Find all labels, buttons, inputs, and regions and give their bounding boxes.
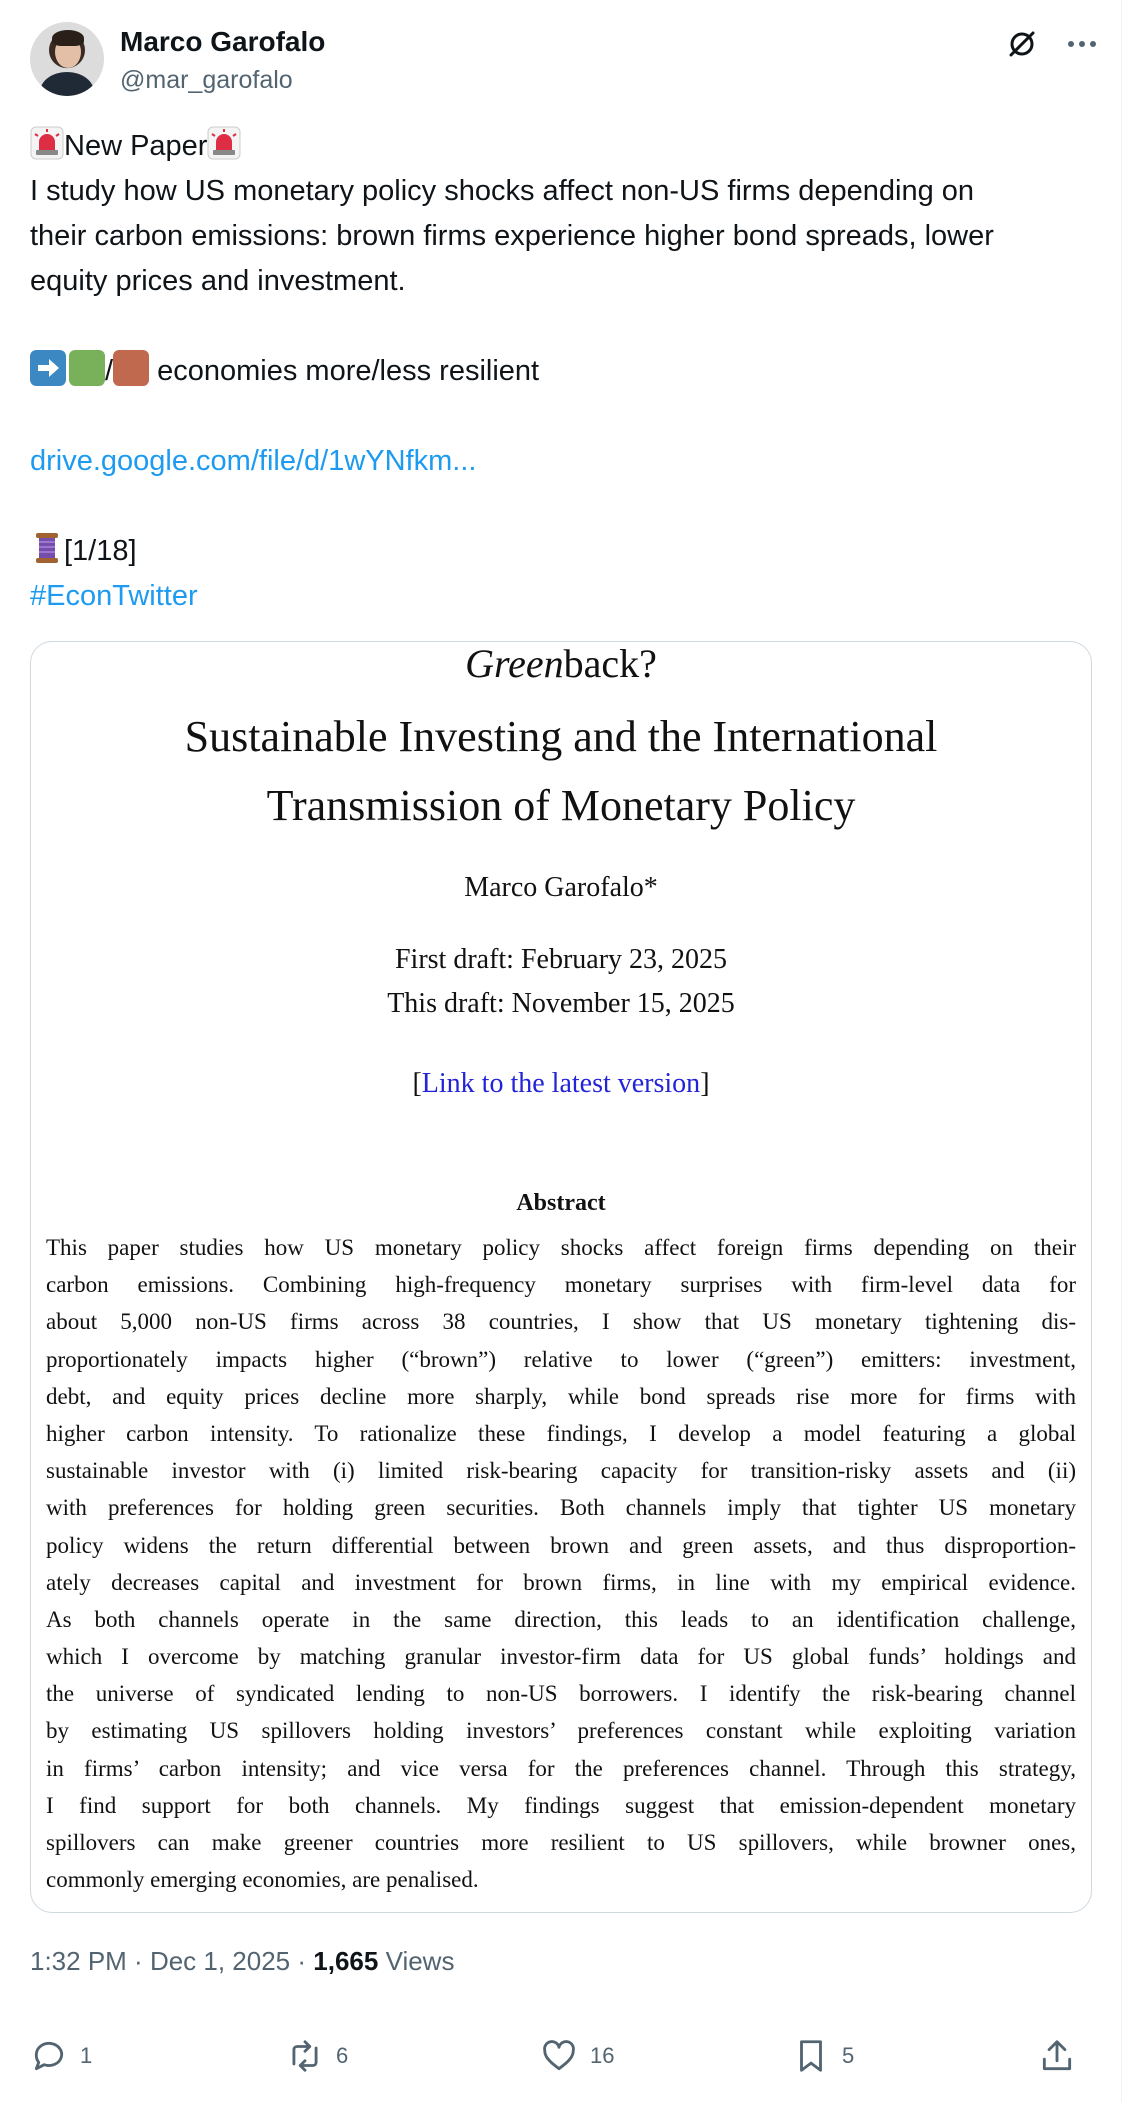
views-count: 1,665 xyxy=(313,1946,379,1976)
abstract-line: sustainable investor with (i) limited risk-bearing capacity for transition-risky assets and (ii) xyxy=(46,1458,1076,1484)
abstract-line: carbon emissions. Combining high-frequency monetary surprises with firm-level data for xyxy=(46,1272,1076,1298)
abstract-line: with preferences for holding green securities. Both channels imply that tighter US monetary xyxy=(46,1495,1076,1521)
abstract-line: spillovers can make greener countries more resilient to US spillovers, while browner ones, xyxy=(46,1830,1076,1855)
reply-count: 1 xyxy=(80,2043,93,2068)
display-name[interactable]: Marco Garofalo xyxy=(120,26,326,57)
siren-icon xyxy=(207,126,241,160)
thread-spool-icon xyxy=(30,531,64,565)
avatar[interactable] xyxy=(30,22,104,96)
like-button[interactable] xyxy=(540,2028,614,2084)
abstract-line: about 5,000 non-US firms across 38 countries, I show that US monetary tightening dis- xyxy=(46,1309,1076,1335)
heart-icon xyxy=(540,2037,578,2075)
reply-button[interactable] xyxy=(30,2028,92,2084)
more-options-button[interactable] xyxy=(1060,22,1104,66)
siren-icon xyxy=(30,126,64,160)
abstract-line: ately decreases capital and investment for brown firms, in line with my empirical evidence. xyxy=(46,1569,1076,1595)
new-paper-text: New Paper xyxy=(64,130,208,162)
abstract-line: policy widens the return differential between brown and green assets, and thus disproportion- xyxy=(46,1532,1076,1558)
grok-button[interactable] xyxy=(1000,22,1044,66)
abstract-line: by estimating US spillovers holding investors’ preferences constant while exploiting variation xyxy=(46,1718,1076,1744)
tweet-line-1 xyxy=(30,124,1090,169)
user-handle[interactable]: @mar_garofalo xyxy=(120,66,293,94)
tweet-header xyxy=(30,22,1100,100)
paper-latest-version-link: [Link to the latest version] xyxy=(412,1068,710,1099)
reply-icon xyxy=(30,2037,68,2075)
tweet-text xyxy=(30,124,1090,619)
abstract-line: As both channels operate in the same direction, this leads to an identification challenge, xyxy=(46,1606,1076,1632)
bookmark-button[interactable] xyxy=(792,2028,854,2084)
share-icon xyxy=(1038,2037,1076,2075)
abstract-line: which I overcome by matching granular investor-firm data for US global funds’ holdings and xyxy=(46,1644,1076,1670)
abstract-line: proportionately impacts higher (“brown”) relative to lower (“green”) emitters: investment, xyxy=(46,1346,1076,1372)
abstract-heading: Abstract xyxy=(516,1190,606,1216)
abstract-text xyxy=(46,1229,1076,1898)
bookmark-icon xyxy=(792,2037,830,2075)
thread-count: [1/18] xyxy=(64,535,137,567)
abstract-line: commonly emerging economies, are penalised. xyxy=(46,1867,479,1893)
paper-dates: First draft: February 23, 2025 This draft: November 15, 2025 xyxy=(387,944,735,1019)
tweet-date[interactable]: Dec 1, 2025 xyxy=(149,1946,291,1976)
like-count: 16 xyxy=(590,2043,615,2068)
share-button[interactable] xyxy=(1038,2028,1088,2084)
right-divider xyxy=(1121,0,1122,2102)
abstract-line: debt, and equity prices decline more sharply, while bond spreads rise more for firms with xyxy=(46,1383,1076,1409)
repost-button[interactable] xyxy=(286,2028,348,2084)
tweet-line-2: I study how US monetary policy shocks affect non-US firms depending on xyxy=(30,175,975,207)
action-bar xyxy=(30,2028,1100,2084)
paper-title: Sustainable Investing and the International Transmission of Monetary Policy xyxy=(184,712,938,830)
tweet-line-3: their carbon emissions: brown firms experience higher bond spreads, lower xyxy=(30,220,994,252)
abstract-line: the universe of syndicated lending to non-US borrowers. I identify the risk-bearing channel xyxy=(46,1681,1076,1707)
abstract-line: This paper studies how US monetary policy shocks affect foreign firms depending on their xyxy=(46,1235,1076,1260)
paper-link[interactable]: drive.google.com/file/d/1wYNfkm... xyxy=(30,445,477,477)
abstract-line: I find support for both channels. My findings suggest that emission-dependent monetary xyxy=(46,1792,1076,1818)
abstract-line: higher carbon intensity. To rationalize these findings, I develop a model featuring a global xyxy=(46,1420,1076,1446)
tweet-line-5: / economies more/less resilient xyxy=(30,349,1090,394)
grok-icon xyxy=(1006,28,1038,60)
bookmark-count: 5 xyxy=(842,2043,855,2068)
paper-title-short: Greenback? xyxy=(465,641,657,686)
tweet-meta: 1:32 PM · Dec 1, 2025 · 1,665 Views xyxy=(30,1946,455,1976)
abstract-line: in firms’ carbon intensity; and vice versa for the preferences channel. Through this strategy, xyxy=(46,1755,1076,1781)
repost-icon xyxy=(286,2037,324,2075)
paper-author: Marco Garofalo* xyxy=(464,872,658,903)
tweet-time[interactable]: 1:32 PM xyxy=(30,1946,127,1976)
repost-count: 6 xyxy=(336,2043,349,2068)
more-dots-icon xyxy=(1067,39,1097,49)
tweet-line-4: equity prices and investment. xyxy=(30,265,406,297)
green-square-icon xyxy=(69,350,105,386)
thread-line xyxy=(30,529,1090,574)
right-arrow-icon xyxy=(30,350,66,386)
brown-square-icon xyxy=(113,350,149,386)
paper-image-card[interactable] xyxy=(30,641,1092,1913)
hashtag-link[interactable]: #EconTwitter xyxy=(30,580,198,612)
